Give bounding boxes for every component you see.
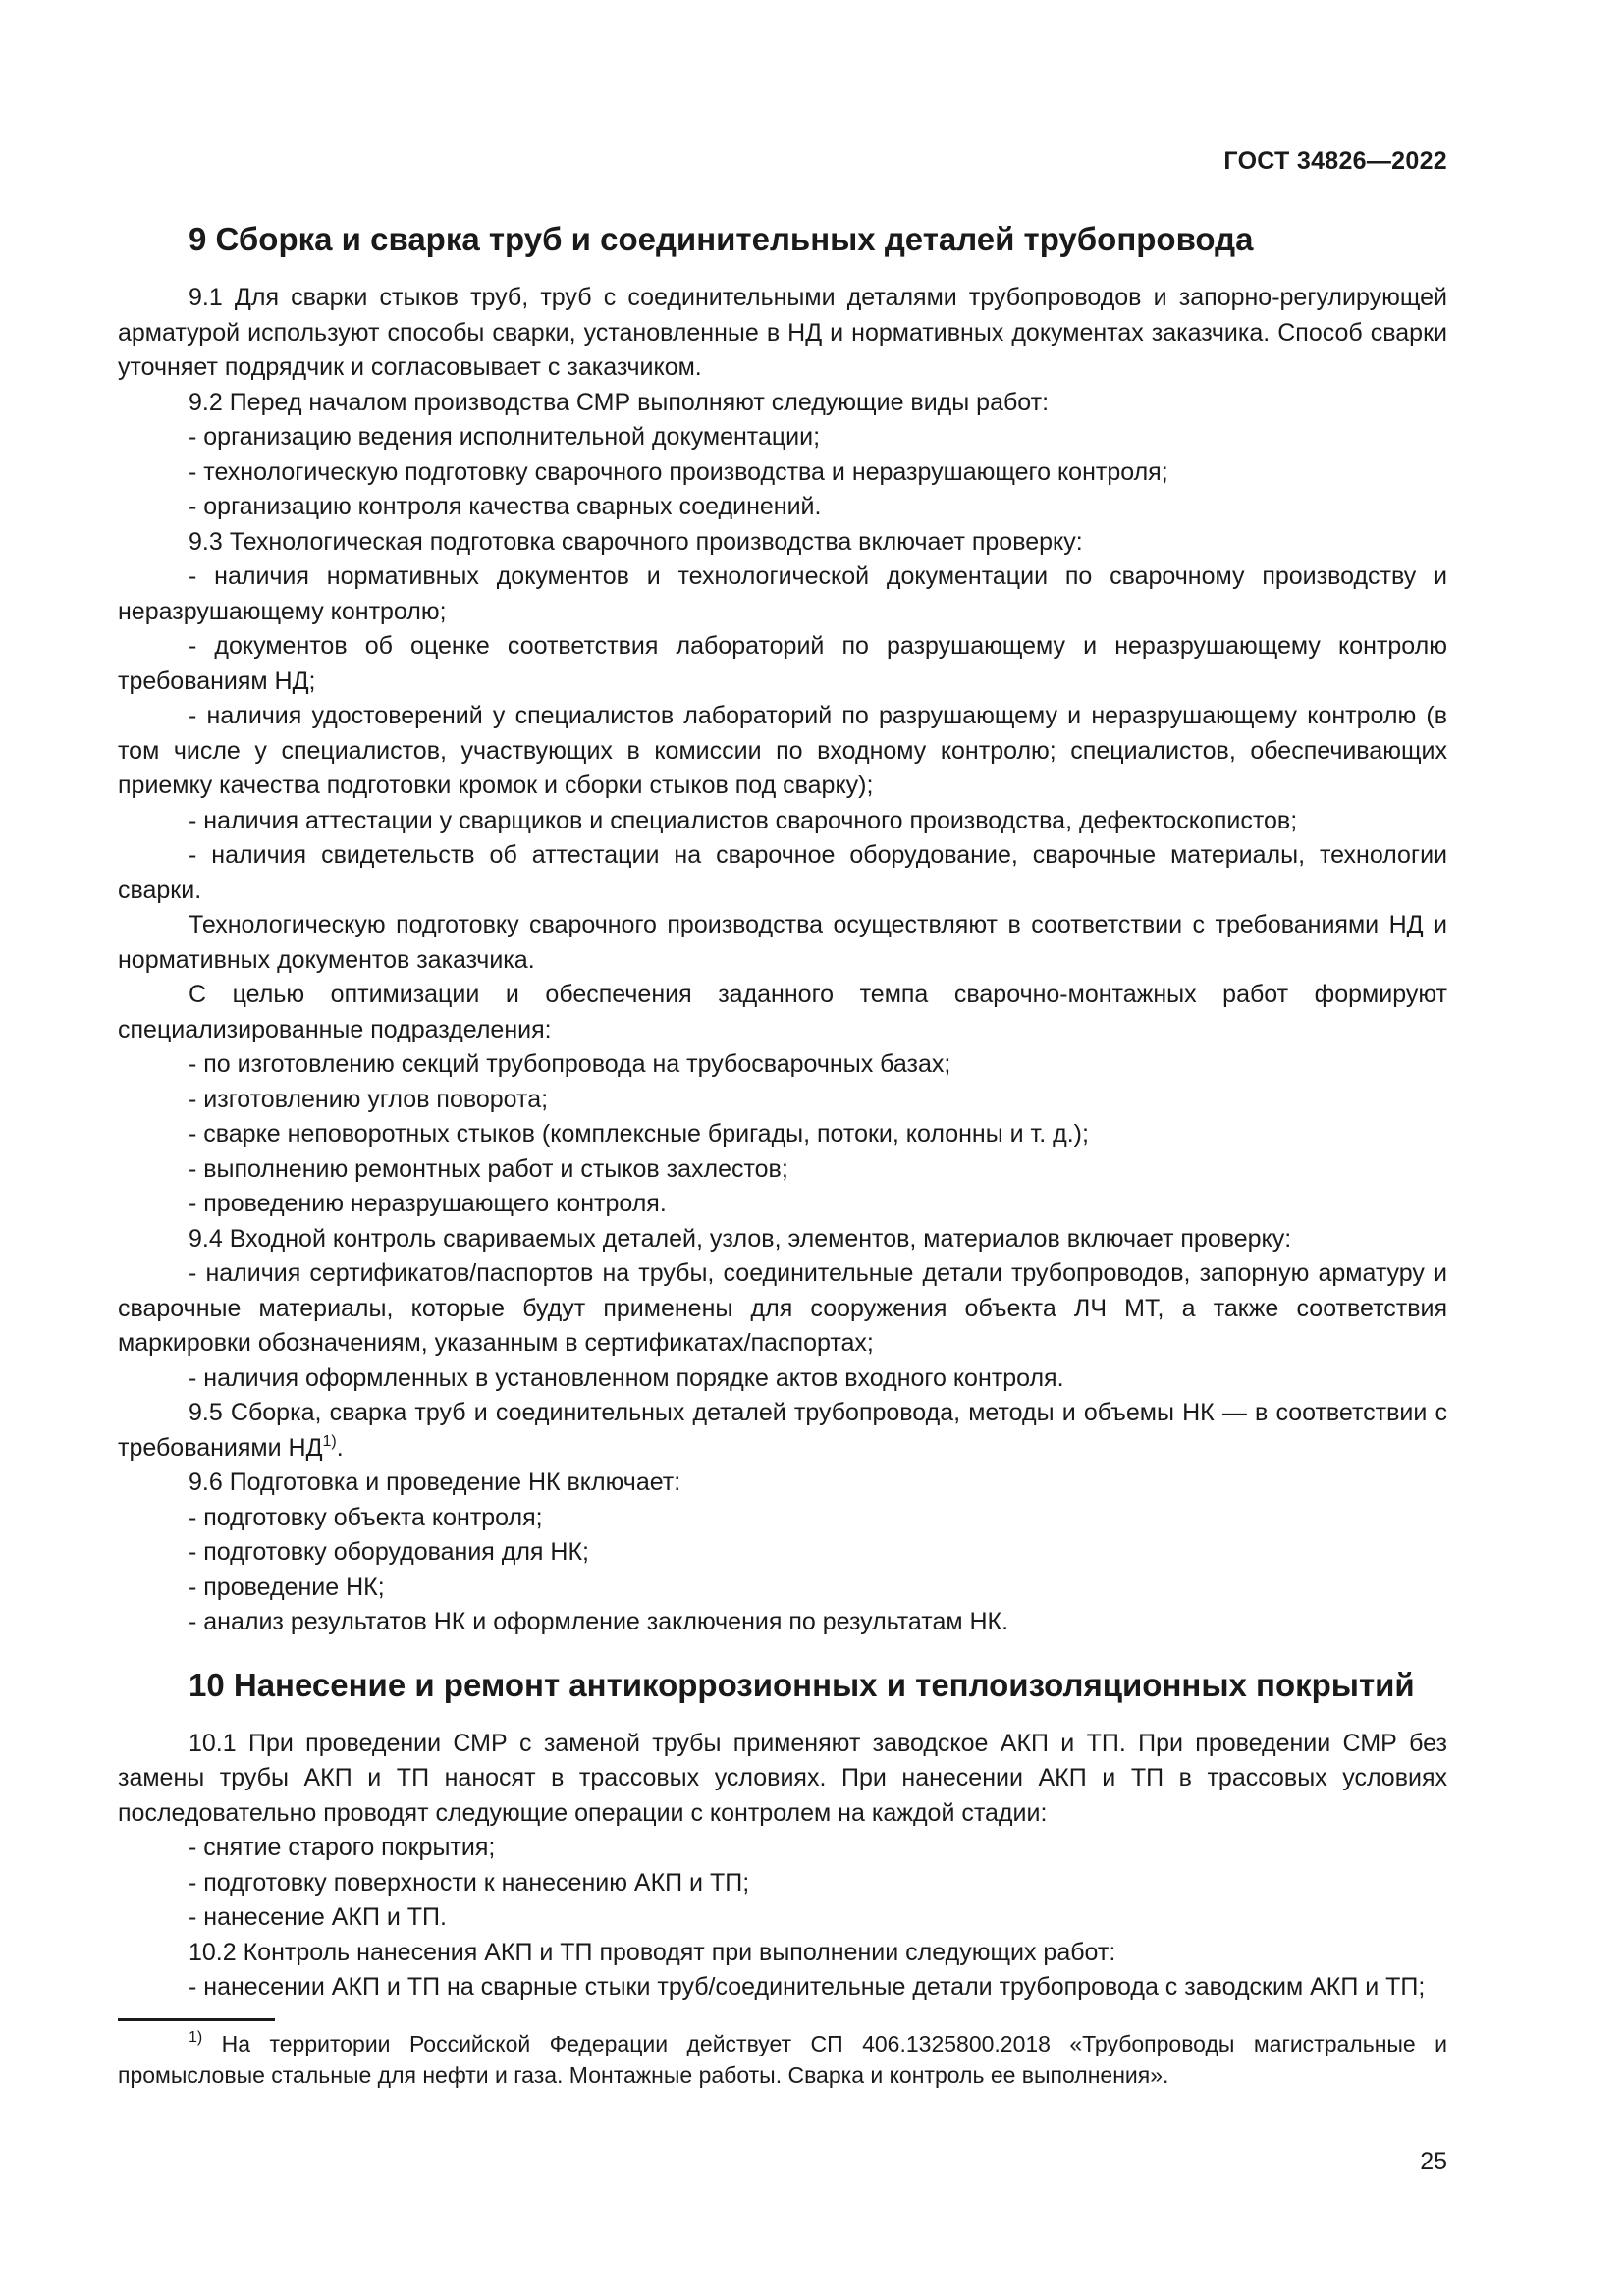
section-9-body <box>118 281 1447 1396</box>
list-item: - проведение НК; <box>189 1573 385 1601</box>
paragraph-9-5 <box>118 1396 1447 1466</box>
footnote-ref[interactable]: 1) <box>322 1432 337 1450</box>
list-item: - организацию ведения исполнительной документации; <box>189 423 821 451</box>
document-code: ГОСТ 34826—2022 <box>1223 147 1447 175</box>
paragraph-9-5-text: 9.5 Сборка, сварка труб и соединительных деталей трубопровода, методы и объемы НК — в соответствии с требованиями НД <box>118 1399 1447 1462</box>
paragraph-9-5-tail: . <box>336 1433 344 1462</box>
paragraph: 9.1 Для сварки стыков труб, труб с соединительными деталями трубопроводов и запорно-регулирующей арматурой используют способы сварки, установленные в НД и нормативных документах заказчика. Способ сварки уточняет подрядчик и согласовывает с заказчиком. <box>118 284 1447 381</box>
footnote-mark: 1) <box>189 2029 203 2046</box>
page-number: 25 <box>1420 2148 1447 2175</box>
list-item: - проведению неразрушающего контроля. <box>189 1190 667 1217</box>
list-item: - анализ результатов НК и оформление заключения по результатам НК. <box>189 1608 1009 1635</box>
footnote <box>118 2028 1447 2091</box>
paragraph: 10.2 Контроль нанесения АКП и ТП проводят при выполнении следующих работ: <box>189 1938 1116 1966</box>
list-item: - организацию контроля качества сварных соединений. <box>189 493 822 520</box>
list-item: - снятие старого покрытия; <box>189 1834 496 1861</box>
list-item: - нанесение АКП и ТП. <box>189 1903 447 1931</box>
footnote-divider <box>118 2018 275 2021</box>
list-item: - подготовку оборудования для НК; <box>189 1538 589 1566</box>
list-item: - изготовлению углов поворота; <box>189 1085 549 1113</box>
list-item: - документов об оценке соответствия лабораторий по разрушающему и неразрушающему контролю требованиям НД; <box>118 632 1447 695</box>
section-10-body <box>118 1727 1447 2005</box>
list-item: - подготовку объекта контроля; <box>189 1503 543 1531</box>
section-9-body-cont <box>118 1466 1447 1640</box>
section-9-heading: 9 Сборка и сварка труб и соединительных деталей трубопровода <box>189 221 1254 257</box>
list-item: - наличия удостоверений у специалистов лабораторий по разрушающему и неразрушающему контролю (в том числе у специалистов, участвующих в комиссии по входному контролю; специалистов, обеспечивающих приемку качества подготовки кромок и сборки стыков под сварку); <box>118 702 1447 799</box>
list-item: - наличия свидетельств об аттестации на сварочное оборудование, сварочные материалы, технологии сварки. <box>118 841 1447 904</box>
page-content <box>118 218 1447 2005</box>
paragraph: 10.1 При проведении СМР с заменой трубы применяют заводское АКП и ТП. При проведении СМР без замены трубы АКП и ТП наносят в трассовых условиях. При нанесении АКП и ТП в трассовых условиях последовательно проводят следующие операции с контролем на каждой стадии: <box>118 1729 1447 1827</box>
list-item: - нанесении АКП и ТП на сварные стыки труб/соединительные детали трубопровода с заводским АКП и ТП; <box>189 1973 1426 2001</box>
list-item: - выполнению ремонтных работ и стыков захлестов; <box>189 1154 788 1183</box>
paragraph: Технологическую подготовку сварочного производства осуществляют в соответствии с требованиями НД и нормативных документов заказчика. <box>118 911 1447 974</box>
footnote-text: На территории Российской Федерации действует СП 406.1325800.2018 «Трубопроводы магистральные и промысловые стальные для нефти и газа. Монтажные работы. Сварка и контроль ее выполнения». <box>118 2031 1447 2088</box>
list-item: - технологическую подготовку сварочного производства и неразрушающего контроля; <box>189 457 1168 486</box>
paragraph: 9.4 Входной контроль свариваемых деталей, узлов, элементов, материалов включает проверку: <box>189 1224 1292 1253</box>
paragraph: 9.6 Подготовка и проведение НК включает: <box>189 1468 681 1496</box>
list-item: - наличия аттестации у сварщиков и специалистов сварочного производства, дефектоскопистов; <box>189 806 1298 834</box>
section-10-heading: 10 Нанесение и ремонт антикоррозионных и теплоизоляционных покрытий <box>189 1666 1415 1703</box>
list-item: - наличия оформленных в установленном порядке актов входного контроля. <box>189 1363 1064 1392</box>
list-item: - наличия нормативных документов и технологической документации по сварочному производству и неразрушающему контролю; <box>118 562 1447 625</box>
paragraph: С целью оптимизации и обеспечения заданного темпа сварочно-монтажных работ формируют специализированные подразделения: <box>118 981 1447 1043</box>
paragraph: 9.3 Технологическая подготовка сварочного производства включает проверку: <box>189 527 1083 556</box>
list-item: - сварке неповоротных стыков (комплексные бригады, потоки, колонны и т. д.); <box>189 1120 1089 1148</box>
list-item: - подготовку поверхности к нанесению АКП и ТП; <box>189 1868 750 1896</box>
paragraph: 9.2 Перед началом производства СМР выполняют следующие виды работ: <box>189 388 1050 416</box>
list-item: - по изготовлению секций трубопровода на трубосварочных базах; <box>189 1050 951 1078</box>
list-item: - наличия сертификатов/паспортов на трубы, соединительные детали трубопроводов, запорную арматуру и сварочные материалы, которые будут применены для сооружения объекта ЛЧ МТ, а также соответствия маркировки обозначениям, указанным в сертификатах/паспортах; <box>118 1259 1447 1357</box>
